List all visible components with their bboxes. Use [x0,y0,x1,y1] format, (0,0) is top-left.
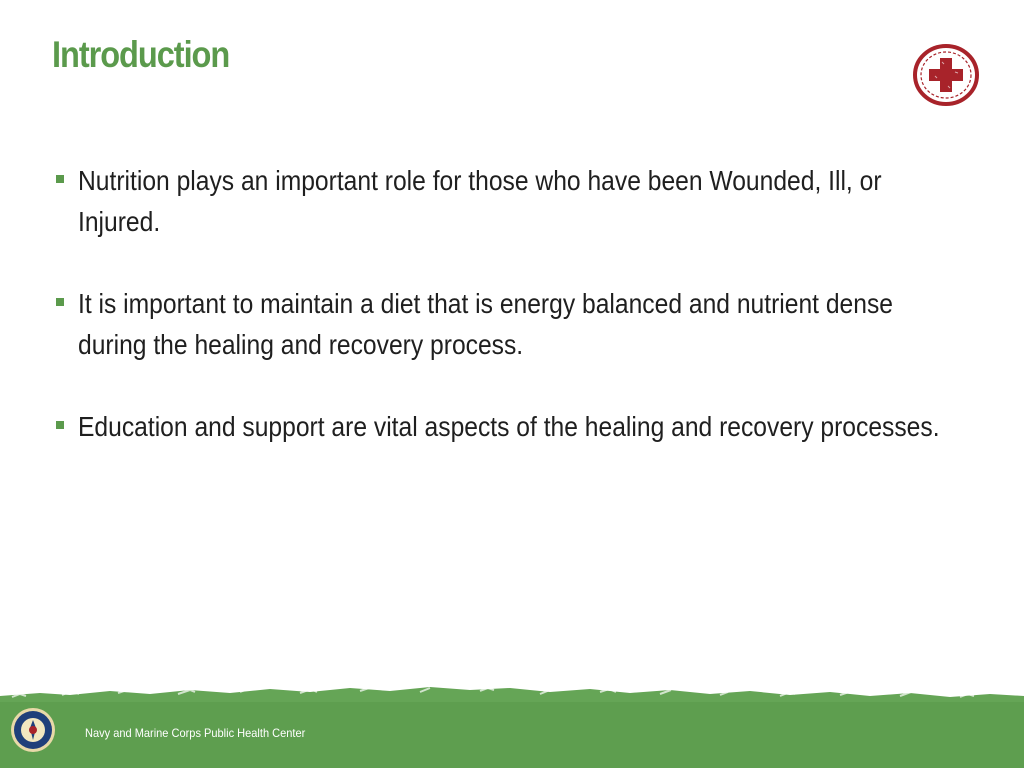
bullet-square-icon [56,175,64,183]
footer-band [0,680,1024,768]
bullet-square-icon [56,421,64,429]
bullet-list [56,160,986,488]
bullet-item [56,160,986,242]
slide-title: Introduction [52,34,230,75]
red-cross-circle-icon [911,43,981,107]
bullet-text: Education and support are vital aspects of the healing and recovery processes. [78,411,940,442]
bullet-square-icon [56,298,64,306]
bullet-text: Nutrition plays an important role for those who have been Wounded, Ill, or Injured. [78,165,882,237]
footer-organization-name: Navy and Marine Corps Public Health Center [85,726,306,740]
bullet-item [56,283,986,365]
navy-marine-corps-public-health-center-seal [10,707,56,753]
bullet-item [56,406,986,447]
bullet-text: It is important to maintain a diet that is energy balanced and nutrient dense during the healing and recovery process. [78,288,893,360]
